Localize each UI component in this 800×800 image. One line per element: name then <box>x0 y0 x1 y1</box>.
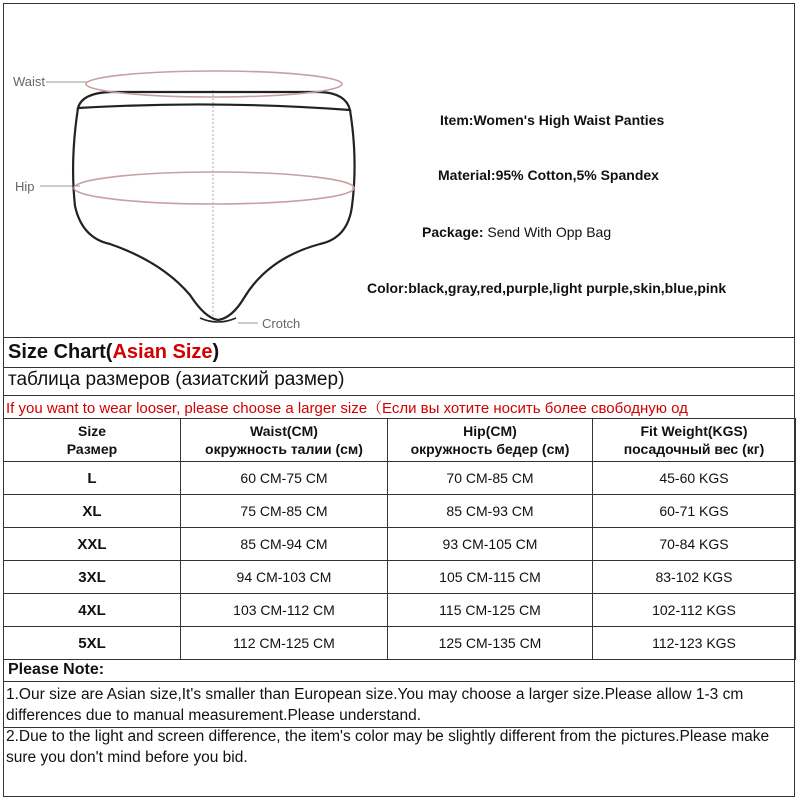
table-row <box>4 528 796 561</box>
package-value: Send With Opp Bag <box>487 224 612 240</box>
cell-waist: 112 CM-125 CM <box>181 627 388 660</box>
header-weight: Fit Weight(KGS) посадочный вес (кг) <box>593 419 796 462</box>
cell-waist: 75 CM-85 CM <box>181 495 388 528</box>
cell-hip: 93 CM-105 CM <box>388 528 593 561</box>
title-divider <box>3 367 795 368</box>
cell-size: L <box>4 462 181 495</box>
size-table <box>3 418 796 660</box>
material-spec: Material:95% Cotton,5% Spandex <box>438 167 659 183</box>
cell-size: 3XL <box>4 561 181 594</box>
section-divider <box>3 337 795 338</box>
cell-hip: 85 CM-93 CM <box>388 495 593 528</box>
asian-size-highlight: Asian Size <box>112 341 213 363</box>
cell-weight: 102-112 KGS <box>593 594 796 627</box>
cell-waist: 103 CM-112 CM <box>181 594 388 627</box>
note-1: 1.Our size are Asian size,It's smaller than European size.You may choose a larger size.Please allow 1-3 cm differences due to manual measurement.Please understand. <box>6 686 744 724</box>
cell-weight: 112-123 KGS <box>593 627 796 660</box>
crotch-label: Crotch <box>262 316 301 331</box>
package-label: Package: <box>422 224 484 240</box>
cell-weight: 45-60 KGS <box>593 462 796 495</box>
cell-weight: 70-84 KGS <box>593 528 796 561</box>
notes-heading: Please Note: <box>8 661 105 678</box>
table-row <box>4 594 796 627</box>
header-waist: Waist(CM) окружность талии (см) <box>181 419 388 462</box>
header-size: Size Размер <box>4 419 181 462</box>
note-2: 2.Due to the light and screen difference, the item's color may be slightly different from the pictures.Please make sure you don't mind before you bid. <box>6 728 770 766</box>
cell-waist: 60 CM-75 CM <box>181 462 388 495</box>
cell-weight: 60-71 KGS <box>593 495 796 528</box>
panties-diagram <box>0 0 400 337</box>
waistband-outline <box>78 92 350 110</box>
item-spec: Item:Women's High Waist Panties <box>440 112 665 128</box>
product-info-section <box>0 0 800 337</box>
table-row <box>4 495 796 528</box>
color-spec: Color:black,gray,red,purple,light purple,skin,blue,pink <box>367 280 727 296</box>
cell-size: XXL <box>4 528 181 561</box>
notes-divider <box>3 681 795 682</box>
cell-waist: 94 CM-103 CM <box>181 561 388 594</box>
cell-hip: 125 CM-135 CM <box>388 627 593 660</box>
cell-hip: 70 CM-85 CM <box>388 462 593 495</box>
cell-waist: 85 CM-94 CM <box>181 528 388 561</box>
cell-hip: 115 CM-125 CM <box>388 594 593 627</box>
panties-outline <box>73 108 354 320</box>
table-row <box>4 627 796 660</box>
header-hip: Hip(CM) окружность бедер (см) <box>388 419 593 462</box>
hip-measure-ellipse <box>74 172 354 204</box>
size-warning: If you want to wear looser, please choose a larger size（Если вы хотите носить более свободную од <box>6 400 688 417</box>
table-header-row <box>4 419 796 462</box>
waist-label: Waist <box>13 74 46 89</box>
cell-size: 5XL <box>4 627 181 660</box>
table-row <box>4 561 796 594</box>
cell-size: XL <box>4 495 181 528</box>
size-chart-title-end: ) <box>212 341 220 363</box>
ru-title-divider <box>3 395 795 396</box>
cell-size: 4XL <box>4 594 181 627</box>
hip-label: Hip <box>15 179 35 194</box>
cell-hip: 105 CM-115 CM <box>388 561 593 594</box>
size-chart-title-ru: таблица размеров (азиатский размер) <box>8 369 345 390</box>
size-chart-title-text: Size Chart( <box>8 341 113 363</box>
package-spec <box>422 224 611 240</box>
size-chart-title <box>8 341 219 364</box>
cell-weight: 83-102 KGS <box>593 561 796 594</box>
table-row <box>4 462 796 495</box>
